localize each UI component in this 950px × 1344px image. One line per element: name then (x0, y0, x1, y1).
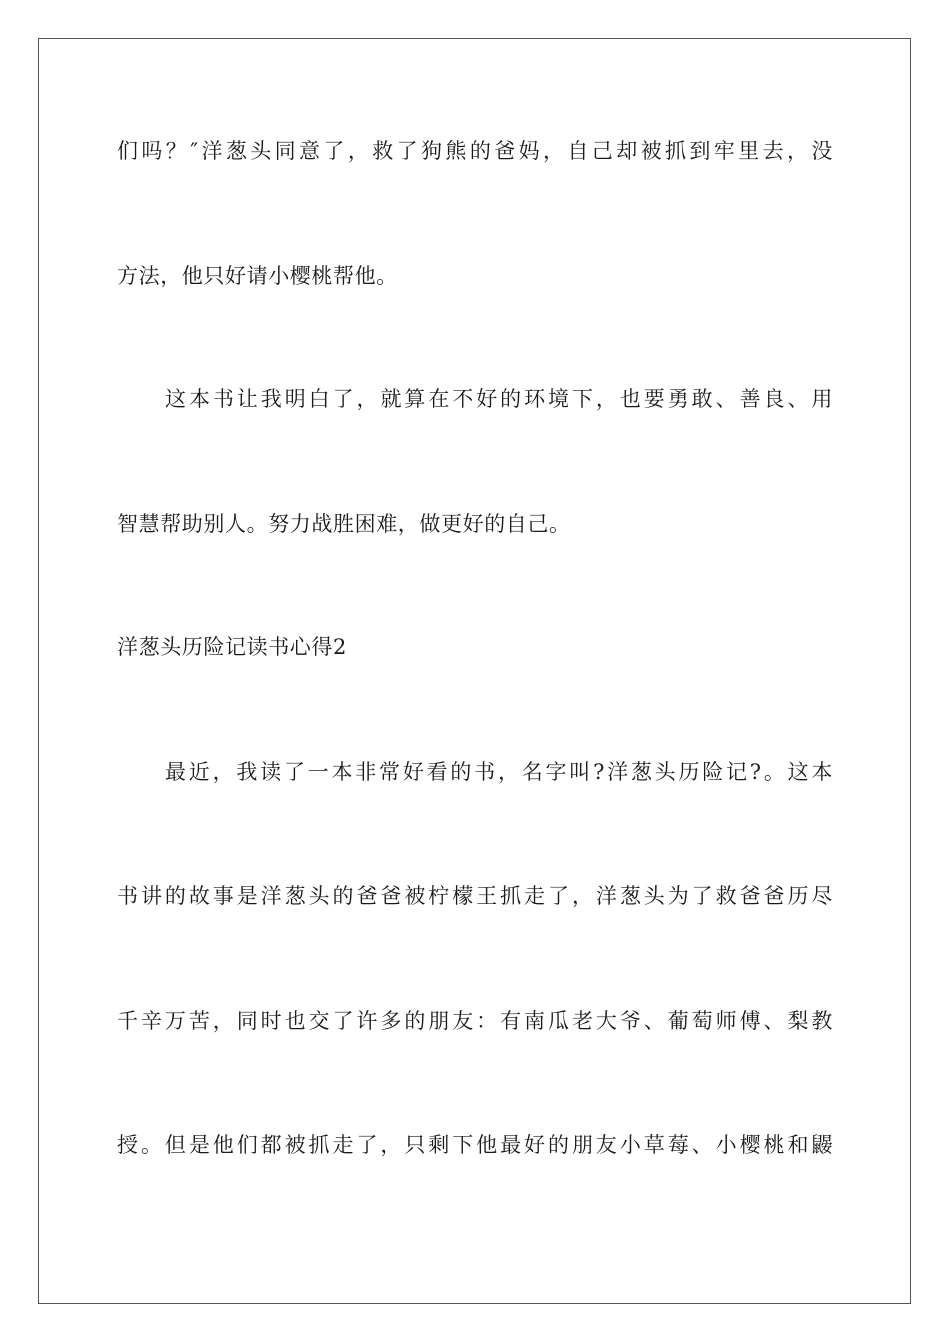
section-heading: 洋葱头历险记读书心得2 (117, 635, 347, 659)
paragraph-line: 智慧帮助别人。努力战胜困难，做更好的自己。 (117, 512, 571, 536)
paragraph-line: 千辛万苦，同时也交了许多的朋友：有南瓜老大爷、葡萄师傅、梨教 (117, 1009, 833, 1033)
paragraph-line: 最近，我读了一本非常好看的书，名字叫?洋葱头历险记?。这本 (165, 760, 833, 784)
paragraph-line: 授。但是他们都被抓走了，只剩下他最好的朋友小草莓、小樱桃和鼹 (117, 1133, 833, 1157)
paragraph-line: 书讲的故事是洋葱头的爸爸被柠檬王抓走了，洋葱头为了救爸爸历尽 (117, 884, 833, 908)
page-border (38, 38, 911, 1304)
paragraph-line: 方法，他只好请小樱桃帮他。 (117, 264, 398, 288)
paragraph-line: 们吗？″洋葱头同意了，救了狗熊的爸妈，自己却被抓到牢里去，没 (117, 139, 833, 163)
paragraph-line: 这本书让我明白了，就算在不好的环境下，也要勇敢、善良、用 (165, 387, 833, 411)
